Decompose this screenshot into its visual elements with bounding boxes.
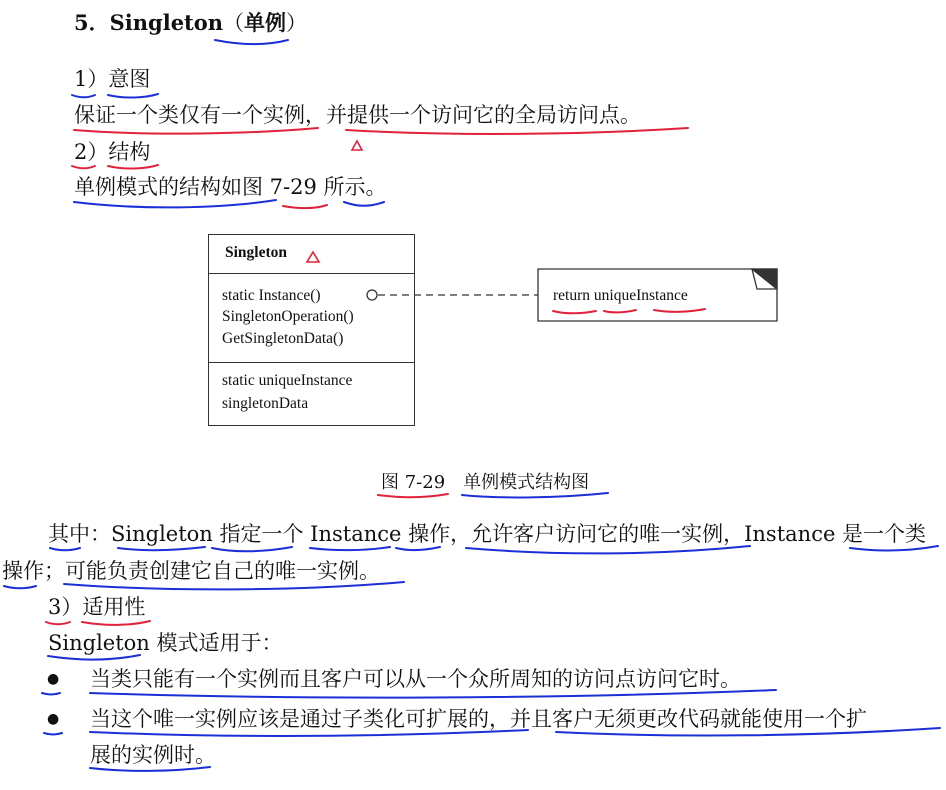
underline-note-return xyxy=(553,311,596,313)
underline-applicability-label xyxy=(82,621,150,625)
mark-bullet-1 xyxy=(42,693,60,695)
underline-qizhong xyxy=(50,548,80,550)
attribute-singleton-data: singletonData xyxy=(222,395,309,412)
underline-intent-text-2 xyxy=(346,128,688,134)
bullet-text-1: 当类只能有一个实例而且客户可以从一个众所周知的访问点访问它时。 xyxy=(90,667,741,691)
attribute-unique-instance: static uniqueInstance xyxy=(222,372,353,389)
bullet-dot-1: ● xyxy=(47,671,60,687)
underline-operation xyxy=(396,547,440,550)
underline-figure-ref xyxy=(283,205,327,208)
underline-note-unique xyxy=(604,310,636,312)
intent-label: 1）意图 xyxy=(74,67,151,91)
structure-label: 2）结构 xyxy=(74,140,151,164)
section-heading xyxy=(74,10,307,36)
bullet-text-2-line-1: 当这个唯一实例应该是通过子类化可扩展的，并且客户无须更改代码就能使用一个扩 xyxy=(90,707,867,731)
applicability-intro: Singleton 模式适用于： xyxy=(48,631,283,655)
heading-paren-open: （ xyxy=(223,11,245,35)
underline-instance-1 xyxy=(310,547,390,550)
class-name: Singleton xyxy=(225,244,288,261)
underline-heading-cn xyxy=(215,40,288,44)
heading-number: 5． xyxy=(74,10,110,35)
operation-singleton: SingletonOperation() xyxy=(222,308,354,325)
heading-paren-close: ） xyxy=(286,11,308,35)
attributes-compartment xyxy=(209,362,414,425)
applicability-label: 3）适用性 xyxy=(48,595,146,619)
heading-name: Singleton xyxy=(109,10,224,35)
operations-compartment xyxy=(209,273,414,362)
paragraph-line-2: 操作；可能负责创建它自己的唯一实例。 xyxy=(2,559,380,583)
underline-note-instance xyxy=(654,309,705,312)
underline-op-line2 xyxy=(4,586,36,588)
bullet-text-2-line-2: 展的实例时。 xyxy=(90,743,216,767)
underline-caption-num xyxy=(378,494,448,497)
operation-instance: static Instance() xyxy=(222,287,321,304)
underline-singleton xyxy=(118,547,205,550)
underline-applicability-num xyxy=(46,622,70,624)
underline-specify xyxy=(212,547,292,551)
underline-intent-num xyxy=(72,95,95,97)
triangle-mark-intent xyxy=(352,141,362,150)
singleton-class-box xyxy=(208,234,415,426)
underline-allow xyxy=(466,546,750,553)
mark-bullet-2 xyxy=(44,733,62,735)
operation-get-data: GetSingletonData() xyxy=(222,330,344,347)
underline-intent-label xyxy=(108,94,158,98)
paragraph-line-1: 其中：Singleton 指定一个 Instance 操作，允许客户访问它的唯一实例，Instance 是一个类 xyxy=(48,522,927,546)
underline-intent-text-1 xyxy=(74,128,318,134)
underline-structure-text xyxy=(74,200,276,207)
underline-shown xyxy=(344,202,384,206)
bullet-dot-2: ● xyxy=(47,711,60,727)
intent-text: 保证一个类仅有一个实例，并提供一个访问它的全局访问点。 xyxy=(74,103,641,127)
note-text: return uniqueInstance xyxy=(553,287,688,304)
heading-cn: 单例 xyxy=(244,10,287,35)
underline-structure-num xyxy=(72,166,95,168)
structure-text: 单例模式的结构如图 7-29 所示。 xyxy=(74,175,387,199)
figure-caption: 图 7-29 单例模式结构图 xyxy=(381,472,590,493)
underline-structure-label xyxy=(108,165,158,169)
